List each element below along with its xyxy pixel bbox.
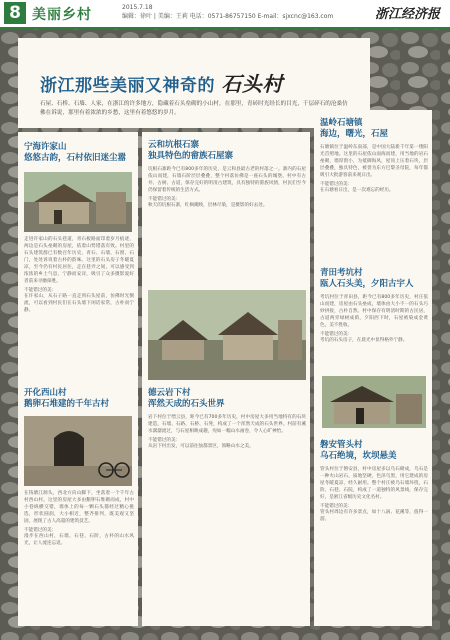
article-editor-note: 不能错过的美： — [24, 528, 57, 533]
article-body: 考坑村位于青田县，距今已有800多年历史，村庄依山而建，房屋由石头垒成，墙体由大小不一的石头巧妙拼接，古朴自然。村中保存有明清时期的古民居，古道两旁绿树成荫，夕阳西下时，石屋被染成金黄色，美不胜收。 — [320, 295, 428, 328]
editor-contact: 编辑：徐叶 | 美编：王莉 电话：0571-86757150 E-mail：sjxcnc@163.com — [122, 13, 334, 20]
article-extra: 秋天的坑根石寨，红枫掩映，层林尽染，是摄影的好去处。 — [148, 203, 268, 208]
article-extra: 在石塘看日出，是一次难忘的经历。 — [320, 188, 394, 193]
article-editor-note: 不能错过的美： — [148, 438, 181, 443]
article-body: 岩下村位于缙云县，距今已有700多年历史，村中房屋大多用当地特有的石块建造，石墙、石路、石桥、石凳，构成了一个浑然天成的石头世界。村前有溪水潺潺流过，与石屋相映成趣，宛如一幅山水画卷，令人心旷神怡。 — [148, 415, 306, 434]
issue-date: 2015.7.18 — [122, 4, 153, 11]
article-body: 在钱塘江源头，西北方向山脚下，坐落着一个千年古村西山村。这里的房屋大多由鹅卵石堆砌而成，村中小巷纵横交错，墙体上的每一颗石头都经过精心挑选，形状圆润，大小相近，整齐排列，既美观又坚固，展现了古人高超的建筑技艺。 — [24, 491, 134, 524]
article-xishan — [24, 388, 134, 410]
article-title — [320, 118, 428, 140]
article-title — [148, 388, 306, 410]
hero-title — [40, 68, 283, 97]
article-title-line1: 云和坑根石寨 — [148, 140, 200, 150]
article-body: 走进许家山的石头巷道，青石板路面印着岁月痕迹，两边是石头垒砌的房屋，依着山势错落有致。村里的石头建筑群已有数百年历史，青石、石墙、石窗、石门，处处诉说着古朴的韵味。这里的石头房子冬暖夏凉，至今仍有村民居住，走在巷弄之间，可以感受到浓浓的乡土气息，宁静而安详，吸引了众多摄影爱好者前来寻幽探胜。 — [24, 237, 134, 284]
article-xujiashan — [24, 142, 134, 164]
article-extra: 考坑的石头房子，在晨光中显得格外宁静。 — [320, 338, 408, 343]
article-yanxia — [148, 388, 306, 450]
hero-subtitle: 石屋、石桥、石墙、人家，在浙江的许多地方，隐藏着石头垒砌的小山村。在那里，青砖时光经长的目光，千层碎石的沧桑仿佛在诉说，那里有着浓浓的乡愁，这里有着悠悠的岁月。 — [40, 101, 348, 116]
article-editor-note: 不能错过的美： — [320, 332, 353, 337]
article-title-line2: 悠悠古韵，石村依旧迷尘嚣 — [24, 153, 127, 163]
article-title-line2: 浑然天成的石头世界 — [148, 399, 225, 409]
section-title: 美丽乡村 — [32, 7, 92, 23]
photo-kaokeng-stone-house — [322, 376, 426, 428]
page-header — [0, 0, 450, 29]
article-xujiashan-body — [24, 236, 134, 314]
article-title-line1: 温岭石塘镇 — [320, 118, 363, 128]
article-editor-note: 不能错过的美： — [148, 197, 181, 202]
article-title — [320, 268, 428, 290]
article-title-line2: 鹅卵石堆建的千年古村 — [24, 399, 110, 409]
article-editor-note: 不能错过的美： — [320, 182, 353, 187]
article-title — [320, 440, 428, 462]
article-body: 石塘镇位于温岭东南部，是中国大陆新千年第一缕阳光首照地。这里的石屋依山面海而建，用当地的岩石垒砌，墙厚窗小，为抵御海风，屋顶上压着石块，层层叠叠，独具特色，被誉为东方巴黎圣母院，每年都吸引大批游客前来观日出。 — [320, 145, 428, 178]
photo-xujiashan-stone-houses — [24, 172, 132, 232]
article-extra: 从岩下村出发，可以前往仙都景区，领略山水之美。 — [148, 444, 254, 449]
article-body: 坑根石寨距今已有800多年的历史，是云和县最古老的村落之一。寨内的石屋依山而建，石墙石阶层层叠叠，整个村落仿佛是一座石头的城堡。村中有古井、古树、古道，保存完好的明清古建筑，具有独特的畲族风情，村民们至今仍保留着传统的生活方式。 — [148, 167, 306, 193]
article-shitang — [320, 118, 428, 194]
article-extra: 管头村周边有许多景点，如十八涡、花溪等，值得一游。 — [320, 510, 428, 522]
photo-xishan-pebble-wall — [24, 416, 132, 486]
article-extra: 在许家山，从石子路一直走到石头屋前，仿佛时光倒流，可以看到村民们在石头墙下闲话家常，古朴而宁静。 — [24, 294, 134, 313]
article-title-line1: 宁海许家山 — [24, 142, 67, 152]
article-title-line1: 青田考坑村 — [320, 268, 363, 278]
article-kenggen — [148, 140, 306, 209]
hero-title-main: 浙江那些美丽又神奇的 — [40, 76, 215, 96]
article-title-line2: 海边，曙光，石屋 — [320, 129, 389, 139]
article-title — [148, 140, 306, 162]
article-title-line1: 德云岩下村 — [148, 388, 191, 398]
header-meta — [122, 3, 333, 21]
article-title-line2: 瓯人石头美，夕阳古宇人 — [320, 279, 414, 289]
article-guantou — [320, 440, 428, 523]
article-xishan-body — [24, 490, 134, 547]
article-title-line1: 磐安管头村 — [320, 440, 363, 450]
newspaper-masthead: 浙江经济报 — [374, 7, 440, 22]
article-title — [24, 388, 134, 410]
page-number: 8 — [4, 2, 26, 24]
article-kaokeng — [320, 268, 428, 344]
photo-kenggen-stone-village — [148, 290, 306, 380]
article-title-line1: 开化西山村 — [24, 388, 67, 398]
article-title-line2: 独具特色的畲族石屋寨 — [148, 151, 234, 161]
hero-title-script: 石头村 — [221, 72, 283, 96]
article-editor-note: 不能错过的美： — [24, 288, 57, 293]
article-extra: 漫步在西山村，石墙、石巷、石阶，古朴的山水风光，让人流连忘返。 — [24, 534, 134, 546]
article-title — [24, 142, 134, 164]
article-editor-note: 不能错过的美： — [320, 504, 353, 509]
article-title-line2: 乌石绝境，坎坝悬美 — [320, 451, 397, 461]
article-body: 管头村位于磐安县，村中房屋多以乌石砌成，乌石是一种火山岩石，质地坚硬，色泽乌黑，用它建成的房屋冬暖夏凉，经久耐用。整个村庄被乌石墙环绕，石阶、石巷、石院，构成了一道独特的风景线，保存完好，是浙江省级历史文化名村。 — [320, 467, 428, 500]
